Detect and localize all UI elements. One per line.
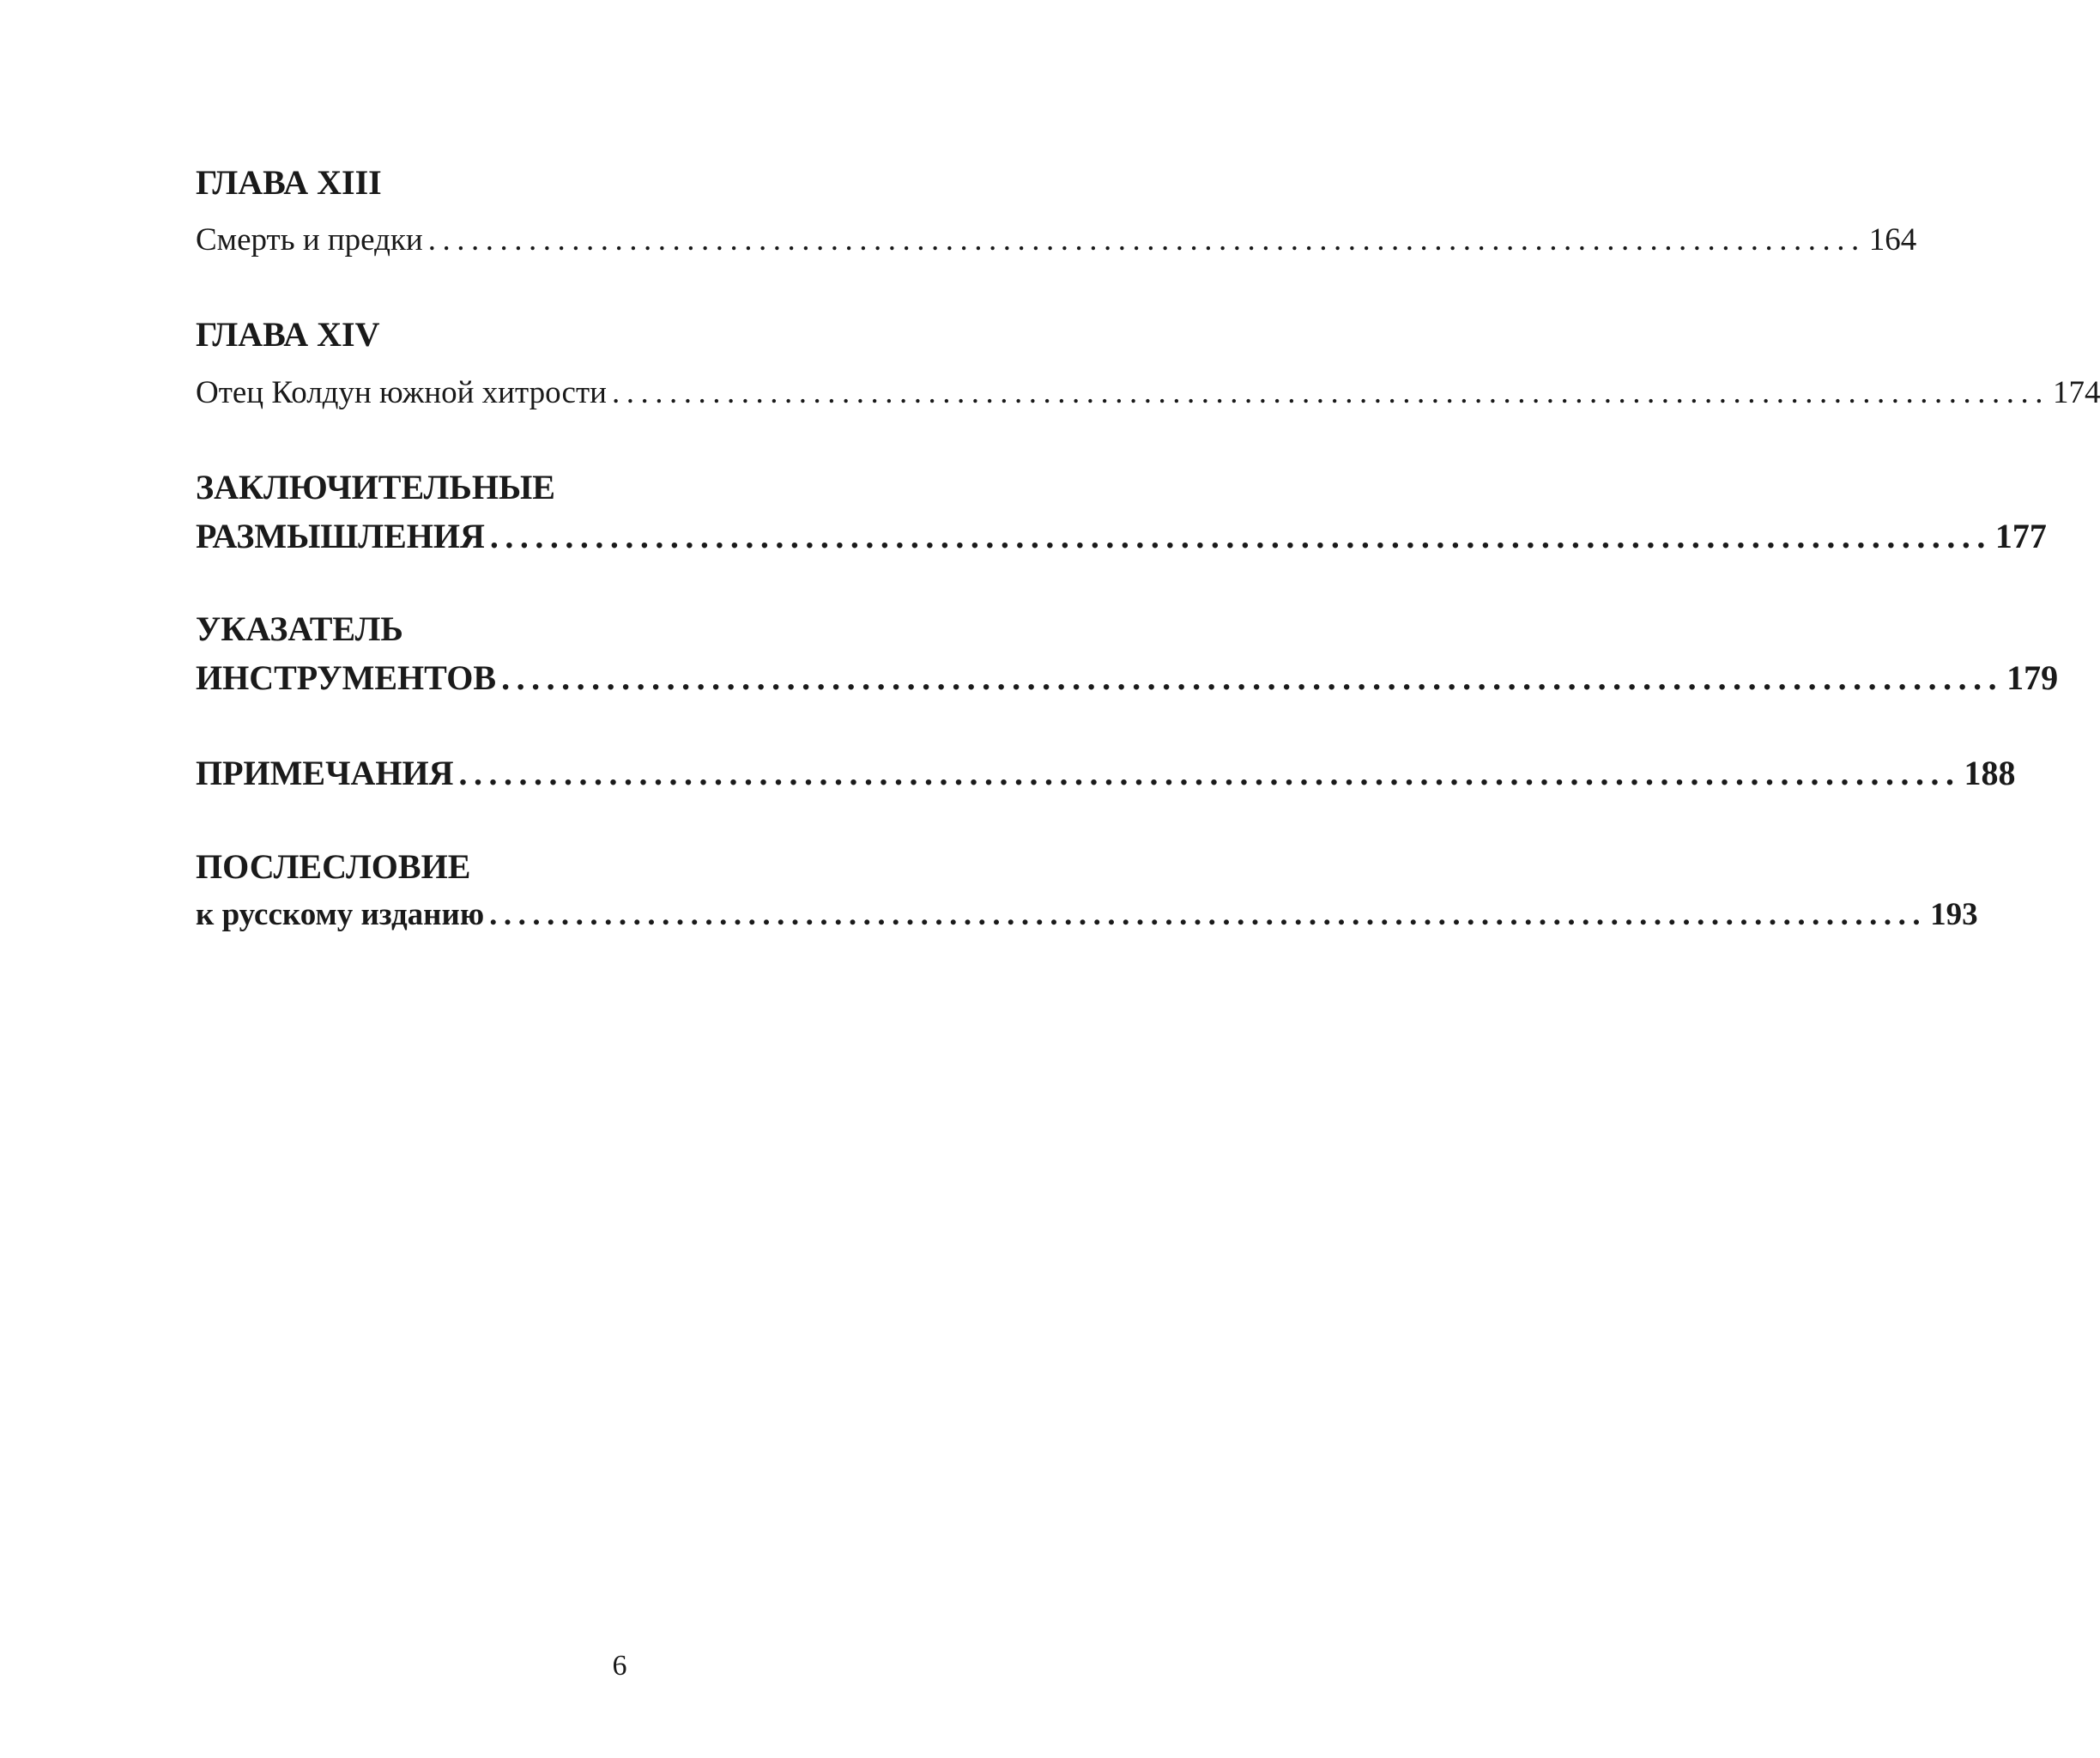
toc-entry-page: 179	[2006, 658, 2059, 697]
toc-entry-conclusion[interactable]	[196, 515, 2047, 558]
toc-entry-afterword[interactable]	[196, 894, 1978, 937]
afterword-heading-line1-text: ПОСЛЕСЛОВИЕ	[196, 847, 471, 886]
afterword-heading-line1	[196, 846, 982, 888]
conclusion-heading-line1-text: ЗАКЛЮЧИТЕЛЬНЫЕ	[196, 468, 555, 506]
dot-leader: ....................................................................................................	[458, 754, 1961, 792]
page-number: 6	[612, 1650, 627, 1682]
dot-leader: ....................................................................................................	[501, 658, 2004, 697]
dot-leader: ....................................................................................................	[611, 375, 2049, 410]
index-heading-line1	[196, 608, 982, 651]
toc-entry-title: Смерть и предки	[196, 222, 423, 258]
toc-entry-title: к русскому изданию	[196, 897, 485, 932]
toc-entry-page: 188	[1964, 754, 2016, 792]
dot-leader: ....................................................................................................	[489, 897, 1928, 932]
dot-leader: ....................................................................................................	[427, 222, 1866, 258]
toc-entry-chapter-13[interactable]	[196, 219, 1917, 262]
index-heading-line1-text: УКАЗАТЕЛЬ	[196, 609, 403, 648]
conclusion-heading-line1	[196, 466, 982, 509]
toc-entry-page: 193	[1930, 897, 1978, 932]
chapter-14-heading	[196, 313, 982, 356]
toc-entry-index[interactable]	[196, 657, 2059, 700]
toc-entry-title: РАЗМЫШЛЕНИЯ	[196, 517, 485, 555]
toc-entry-page: 164	[1868, 222, 1917, 258]
toc-entry-chapter-14[interactable]	[196, 372, 2100, 415]
toc-entry-title: Отец Колдун южной хитрости	[196, 375, 607, 410]
chapter-14-heading-text: ГЛАВА XIV	[196, 315, 380, 354]
toc-entry-title: ИНСТРУМЕНТОВ	[196, 658, 497, 697]
dot-leader: ....................................................................................................	[489, 517, 1992, 555]
toc-entry-page: 177	[1994, 517, 2047, 555]
chapter-13-heading	[196, 161, 982, 204]
toc-entry-notes[interactable]	[196, 752, 2016, 795]
chapter-13-heading-text: ГЛАВА XIII	[196, 163, 382, 202]
toc-entry-title: ПРИМЕЧАНИЯ	[196, 754, 454, 792]
toc-entry-page: 174	[2052, 375, 2100, 410]
